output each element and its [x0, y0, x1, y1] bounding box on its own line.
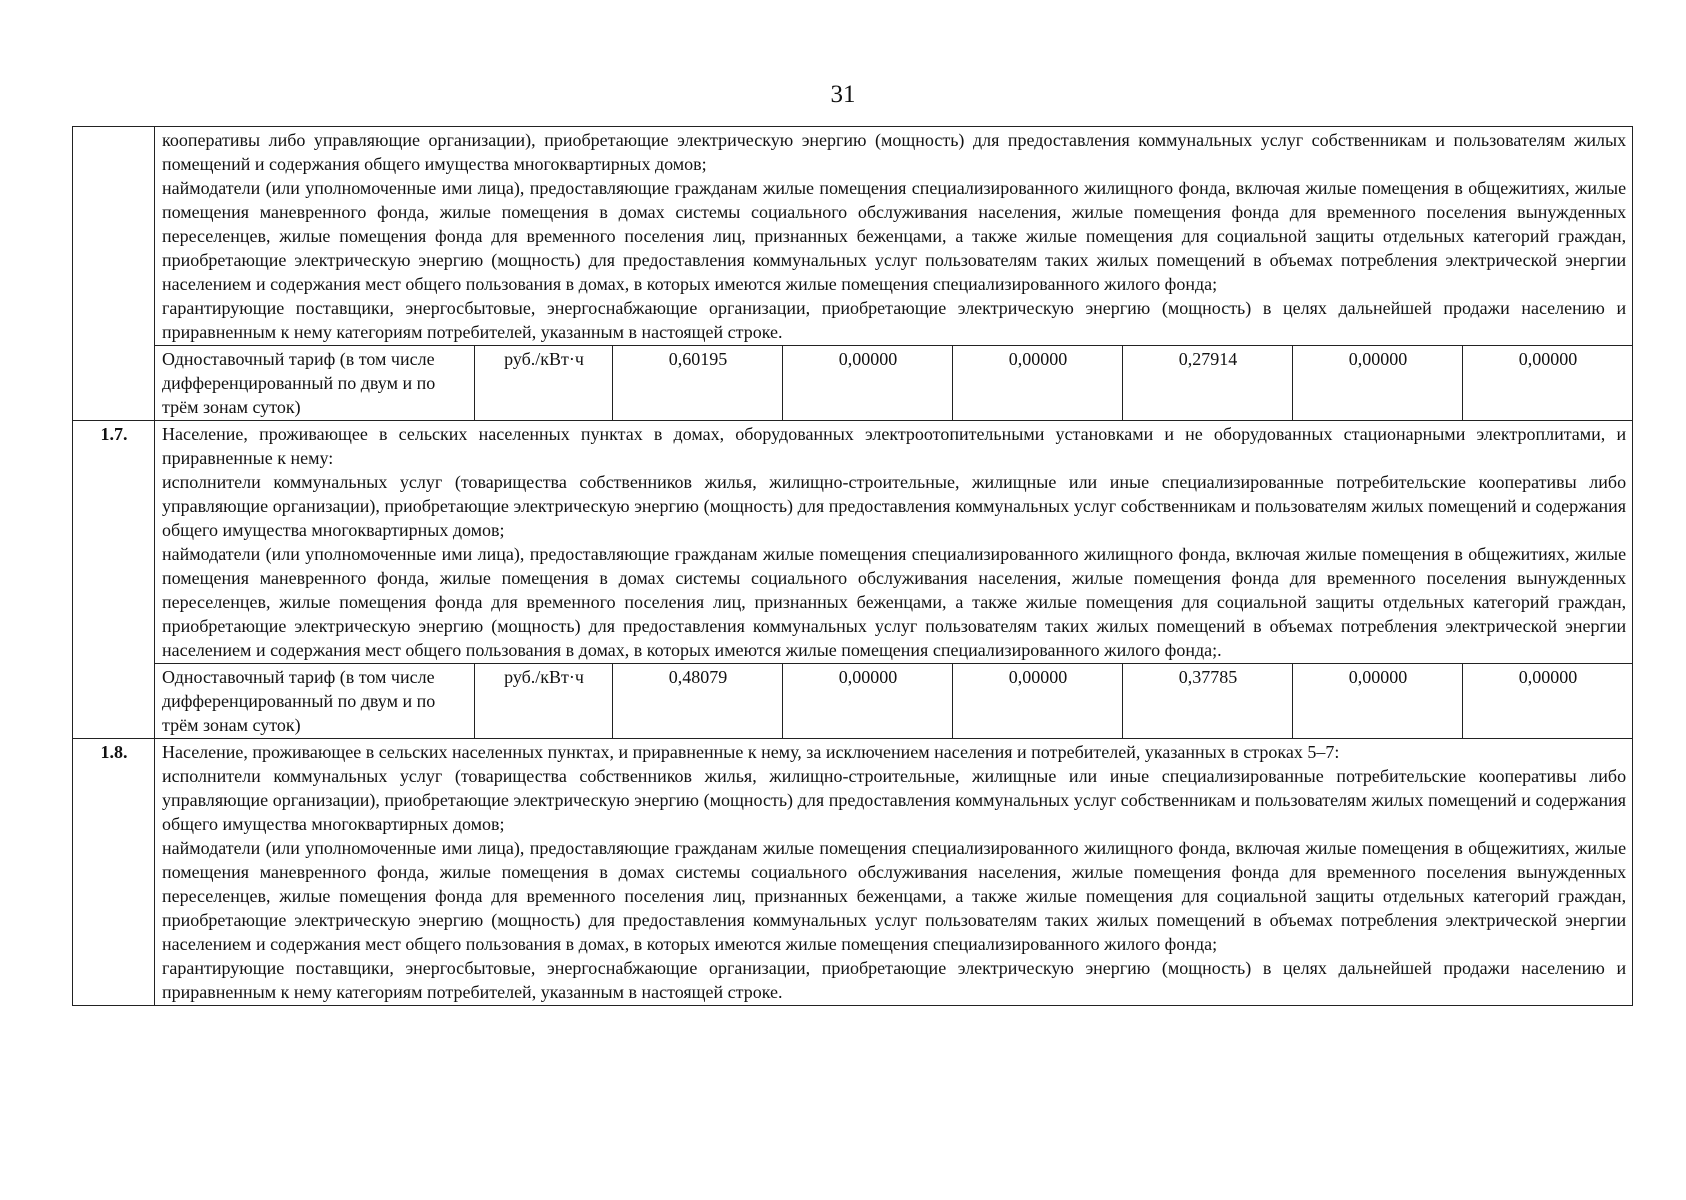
- table-row: [73, 127, 1633, 346]
- tariff-value: 0,60195: [613, 346, 783, 421]
- table-row: [73, 739, 1633, 1006]
- tariff-unit: руб./кВт·ч: [475, 346, 613, 421]
- row-number: 1.8.: [73, 739, 155, 1006]
- row-description: [155, 739, 1633, 1006]
- tariff-unit: руб./кВт·ч: [475, 664, 613, 739]
- tariff-value: 0,00000: [783, 664, 953, 739]
- description-paragraph: наймодатели (или уполномоченные ими лица), предоставляющие гражданам жилые помещения специализированного жилищного фонда, включая жилые помещения в общежитиях, жилые помещения маневренного фонда, жилые помещения в домах системы социального обслуживания населения, жилые помещения фонда для временного поселения вынужденных переселенцев, жилые помещения фонда для временного поселения лиц, признанных беженцами, а также жилые помещения для социальной защиты отдельных категорий граждан, приобретающие электрическую энергию (мощность) для предоставления коммунальных услуг пользователям таких жилых помещений в объемах потребления электрической энергии населением и содержания мест общего пользования в домах, в которых имеются жилые помещения специализированного жилого фонда;: [162, 178, 1627, 294]
- tariff-value: 0,00000: [1293, 346, 1463, 421]
- description-paragraph: Население, проживающее в сельских населенных пунктах в домах, оборудованных электроотопительными установками и не оборудованных стационарными электроплитами, и приравненные к нему:: [162, 424, 1627, 468]
- tariff-value: 0,48079: [613, 664, 783, 739]
- page-number: 31: [830, 81, 856, 108]
- tariff-value: 0,37785: [1123, 664, 1293, 739]
- description-paragraph: наймодатели (или уполномоченные ими лица), предоставляющие гражданам жилые помещения специализированного жилищного фонда, включая жилые помещения в общежитиях, жилые помещения маневренного фонда, жилые помещения в домах системы социального обслуживания населения, жилые помещения фонда для временного поселения вынужденных переселенцев, жилые помещения фонда для временного поселения лиц, признанных беженцами, а также жилые помещения для социальной защиты отдельных категорий граждан, приобретающие электрическую энергию (мощность) для предоставления коммунальных услуг пользователям таких жилых помещений в объемах потребления электрической энергии населением и содержания мест общего пользования в домах, в которых имеются жилые помещения специализированного жилого фонда;.: [162, 544, 1627, 660]
- tariff-value: 0,00000: [953, 664, 1123, 739]
- description-paragraph: исполнители коммунальных услуг (товарищества собственников жилья, жилищно-строительные, жилищные или иные специализированные потребительские кооперативы либо управляющие организации), приобретающие электрическую энергию (мощность) для предоставления коммунальных услуг собственникам и пользователям жилых помещений и содержания общего имущества многоквартирных домов;: [162, 472, 1627, 540]
- tariff-value: 0,00000: [1463, 664, 1633, 739]
- description-paragraph: наймодатели (или уполномоченные ими лица), предоставляющие гражданам жилые помещения специализированного жилищного фонда, включая жилые помещения в общежитиях, жилые помещения маневренного фонда, жилые помещения в домах системы социального обслуживания населения, жилые помещения фонда для временного поселения вынужденных переселенцев, жилые помещения фонда для временного поселения лиц, признанных беженцами, а также жилые помещения для социальной защиты отдельных категорий граждан, приобретающие электрическую энергию (мощность) для предоставления коммунальных услуг пользователям таких жилых помещений в объемах потребления электрической энергии населением и содержания мест общего пользования в домах, в которых имеются жилые помещения специализированного жилого фонда;: [162, 838, 1627, 954]
- row-description: [155, 421, 1633, 664]
- tariff-value: 0,27914: [1123, 346, 1293, 421]
- tariff-table: [72, 126, 1633, 1006]
- tariff-value: 0,00000: [1463, 346, 1633, 421]
- tariff-row: [73, 346, 1633, 421]
- tariff-value: 0,00000: [1293, 664, 1463, 739]
- tariff-row: [73, 664, 1633, 739]
- row-number: 1.7.: [73, 421, 155, 739]
- description-paragraph: гарантирующие поставщики, энергосбытовые, энергоснабжающие организации, приобретающие электрическую энергию (мощность) в целях дальнейшей продажи населению и приравненным к нему категориям потребителей, указанным в настоящей строке.: [162, 298, 1627, 342]
- tariff-value: 0,00000: [783, 346, 953, 421]
- description-paragraph: кооперативы либо управляющие организации), приобретающие электрическую энергию (мощность) для предоставления коммунальных услуг собственникам и пользователям жилых помещений и содержания общего имущества многоквартирных домов;: [162, 130, 1627, 174]
- description-paragraph: Население, проживающее в сельских населенных пунктах, и приравненные к нему, за исключением населения и потребителей, указанных в строках 5–7:: [162, 742, 1340, 762]
- row-number: [73, 127, 155, 421]
- row-description: [155, 127, 1633, 346]
- tariff-name: Одноставочный тариф (в том числе дифференцированный по двум и по трём зонам суток): [155, 346, 475, 421]
- description-paragraph: исполнители коммунальных услуг (товарищества собственников жилья, жилищно-строительные, жилищные или иные специализированные потребительские кооперативы либо управляющие организации), приобретающие электрическую энергию (мощность) для предоставления коммунальных услуг собственникам и пользователям жилых помещений и содержания общего имущества многоквартирных домов;: [162, 766, 1627, 834]
- table-row: [73, 421, 1633, 664]
- tariff-name: Одноставочный тариф (в том числе дифференцированный по двум и по трём зонам суток): [155, 664, 475, 739]
- description-paragraph: гарантирующие поставщики, энергосбытовые, энергоснабжающие организации, приобретающие электрическую энергию (мощность) в целях дальнейшей продажи населению и приравненным к нему категориям потребителей, указанным в настоящей строке.: [162, 958, 1627, 1002]
- tariff-value: 0,00000: [953, 346, 1123, 421]
